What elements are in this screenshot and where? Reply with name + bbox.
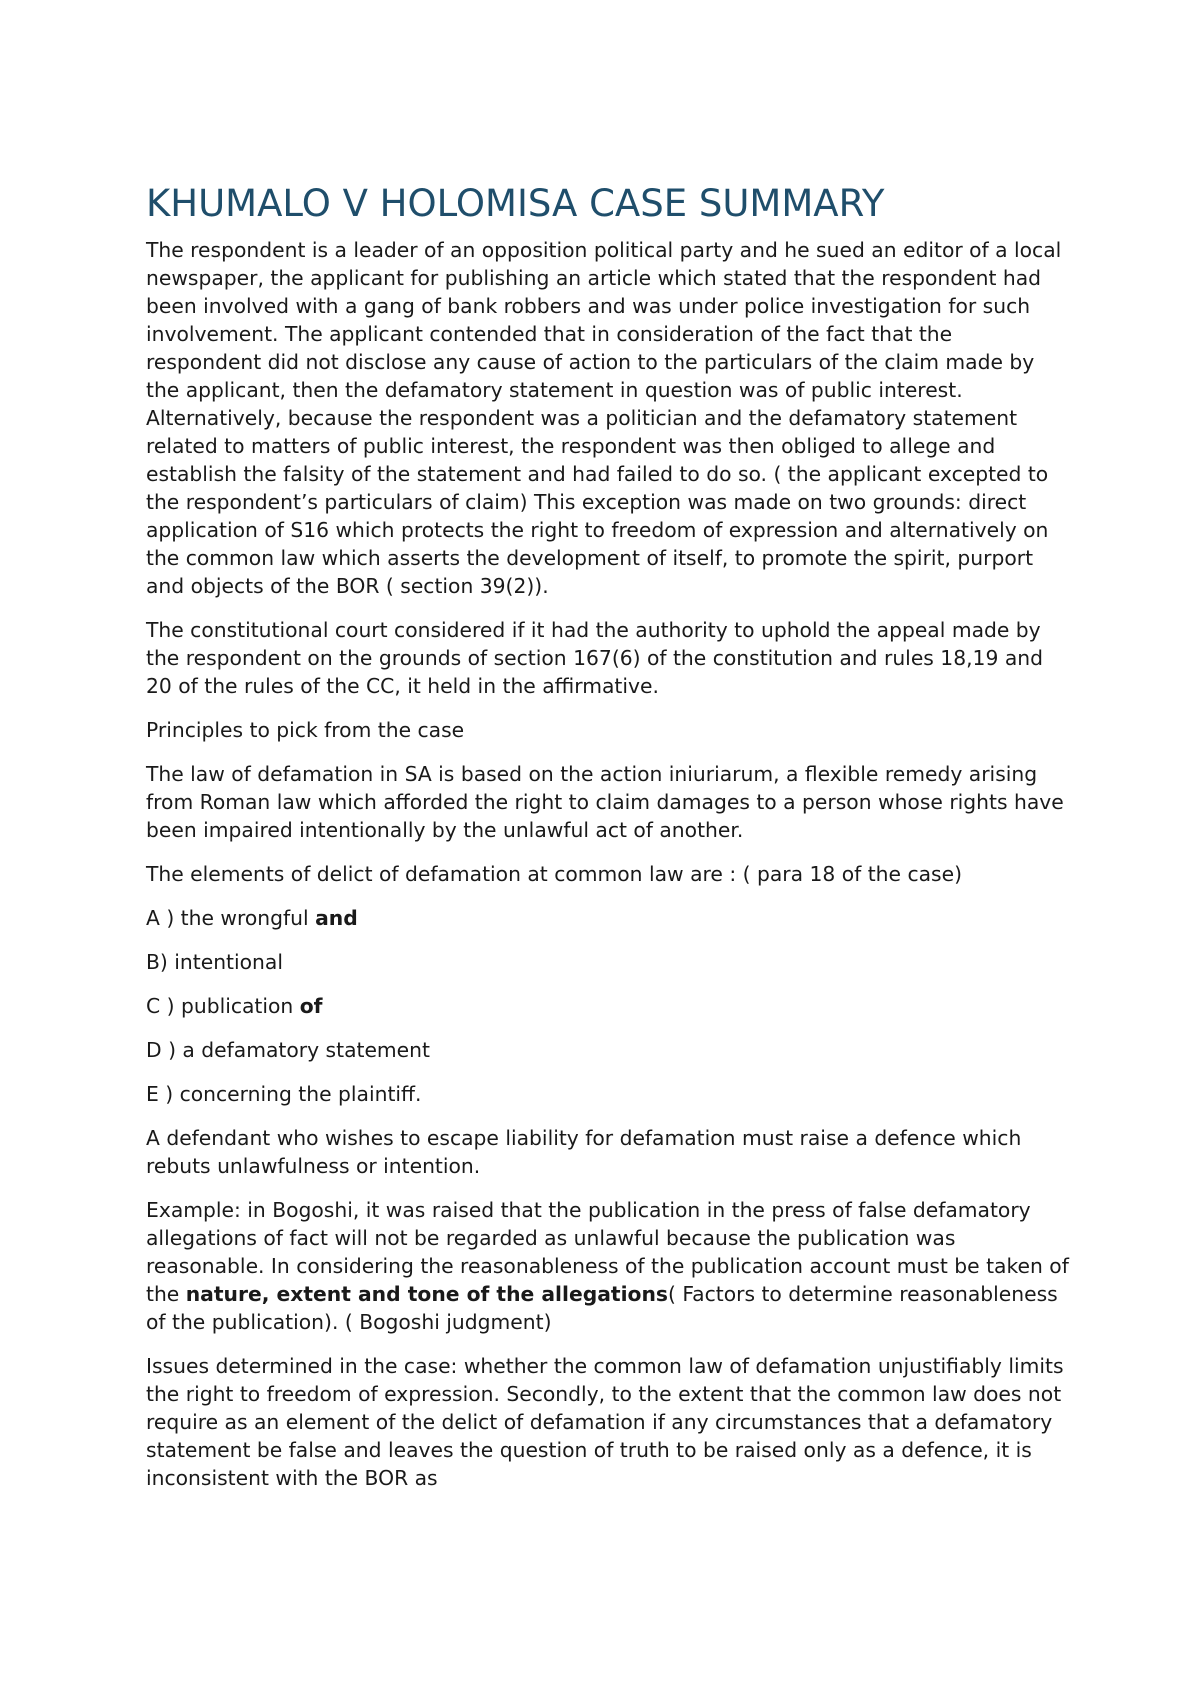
- element-item-c: [146, 992, 1071, 1020]
- principles-heading: Principles to pick from the case: [146, 718, 465, 742]
- example-text-before: Example: in Bogoshi, it was raised that the publication in the press of false defamatory allegations of fact will not be regarded as unlawful because the publication was reasonable. In considering the reasonableness of the publication account must be taken of the: [146, 1198, 1069, 1306]
- defence-paragraph: A defendant who wishes to escape liability for defamation must raise a defence which rebuts unlawfulness or intention.: [146, 1126, 1022, 1178]
- element-text: C ) publication: [146, 994, 300, 1018]
- facts-paragraph: The respondent is a leader of an opposition political party and he sued an editor of a local newspaper, the applicant for publishing an article which stated that the respondent had been involved with a gang of bank robbers and was under police investigation for such involvement. The applicant contended that in consideration of the fact that the respondent did not disclose any cause of action to the particulars of the claim made by the applicant, then the defamatory statement in question was of public interest. Alternatively, because the respondent was a politician and the defamatory statement related to matters of public interest, the respondent was then obliged to allege and establish the falsity of the statement and had failed to do so. ( the applicant excepted to the respondent’s particulars of claim) This exception was made on two grounds: direct application of S16 which protects the right to freedom of expression and alternatively on the common law which asserts the development of itself, to promote the spirit, purport and objects of the BOR ( section 39(2)).: [146, 238, 1062, 598]
- element-bold-text: and: [315, 906, 358, 930]
- defamation-law-paragraph: The law of defamation in SA is based on the action iniuriarum, a flexible remedy arising from Roman law which afforded the right to claim damages to a person whose rights have been impaired intentionally by the unlawful act of another.: [146, 762, 1064, 842]
- document-title: KHUMALO V HOLOMISA CASE SUMMARY: [146, 182, 885, 225]
- element-text: E ) concerning the plaintiff.: [146, 1082, 422, 1106]
- element-item-a: [146, 904, 1071, 932]
- element-item-d: [146, 1036, 1071, 1064]
- issues-paragraph: Issues determined in the case: whether the common law of defamation unjustifiably limits the right to freedom of expression. Secondly, to the extent that the common law does not require as an element of the delict of defamation if any circumstances that a defamatory statement be false and leaves the question of truth to be raised only as a defence, it is inconsistent with the BOR as: [146, 1354, 1064, 1490]
- element-item-e: [146, 1080, 1071, 1108]
- element-item-b: [146, 948, 1071, 976]
- court-authority-paragraph: The constitutional court considered if it had the authority to uphold the appeal made by the respondent on the grounds of section 167(6) of the constitution and rules 18,19 and 20 of the rules of the CC, it held in the affirmative.: [146, 618, 1043, 698]
- example-paragraph: [146, 1196, 1071, 1336]
- elements-intro-paragraph: The elements of delict of defamation at common law are : ( para 18 of the case): [146, 862, 962, 886]
- element-text: A ) the wrongful: [146, 906, 316, 930]
- example-bold-text: nature, extent and tone of the allegations: [185, 1282, 668, 1306]
- element-text: B) intentional: [146, 950, 283, 974]
- element-bold-text: of: [299, 994, 323, 1018]
- element-text: D ) a defamatory statement: [146, 1038, 430, 1062]
- document-body: [146, 178, 1071, 1508]
- example-text-after: ( Factors to determine reasonableness of the publication). ( Bogoshi judgment): [146, 1282, 1058, 1334]
